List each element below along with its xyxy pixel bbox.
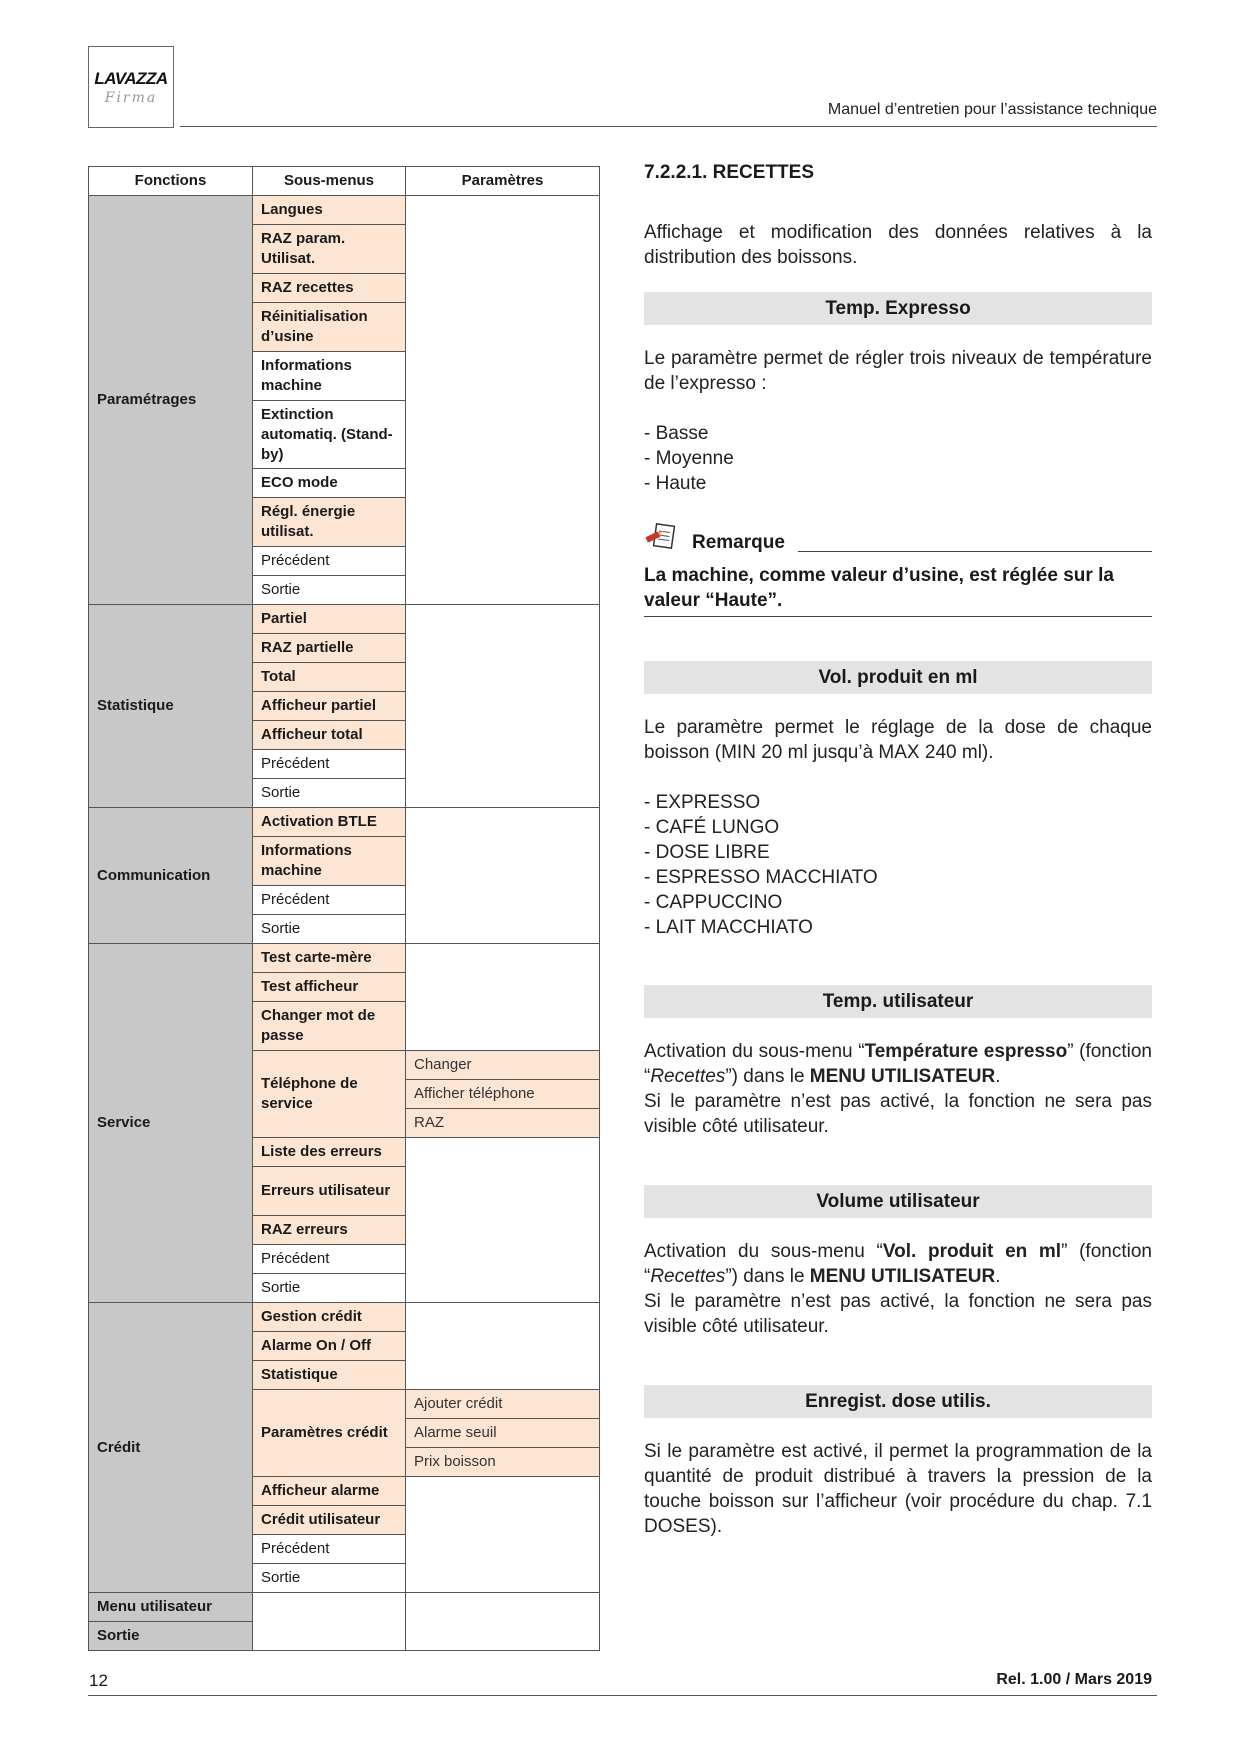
menu-structure-table (88, 166, 600, 1651)
submenu-cell: Afficheur partiel (253, 692, 406, 721)
submenu-cell: Sortie (253, 1274, 406, 1303)
param-bar-vol-produit: Vol. produit en ml (644, 661, 1152, 694)
submenu-cell: Sortie (253, 779, 406, 808)
submenu-cell: Gestion crédit (253, 1303, 406, 1332)
header-sous-menus: Sous-menus (253, 167, 406, 196)
submenu-cell: Extinction automatiq. (Stand-by) (253, 401, 406, 469)
submenu-cell-empty (253, 1593, 406, 1651)
release-info: Rel. 1.00 / Mars 2019 (996, 1671, 1152, 1688)
list-item: - LAIT MACCHIATO (644, 917, 813, 938)
submenu-cell: Sortie (253, 915, 406, 944)
parameter-cell-empty (406, 944, 600, 1051)
submenu-cell: Langues (253, 196, 406, 225)
list-item: - Basse (644, 423, 709, 444)
submenu-cell: Partiel (253, 605, 406, 634)
list-item: - DOSE LIBRE (644, 842, 770, 863)
parameter-cell-empty (406, 1593, 600, 1651)
table-body (89, 196, 600, 1651)
remark-text: La machine, comme valeur d’usine, est réglée sur la valeur “Haute”. (644, 565, 1114, 611)
list-item: - CAPPUCCINO (644, 892, 783, 913)
list-item: - CAFÉ LUNGO (644, 817, 780, 838)
beverage-list (644, 790, 1152, 940)
submenu-cell: Précédent (253, 1535, 406, 1564)
remark-divider (798, 551, 1152, 552)
parameter-cell-empty (406, 808, 600, 944)
submenu-cell: Sortie (253, 1564, 406, 1593)
logo-wordmark: LAVAZZA (94, 69, 168, 88)
submenu-cell: ECO mode (253, 469, 406, 498)
parameter-cell-empty (406, 1138, 600, 1303)
vol-produit-text: Le paramètre permet le réglage de la dose de chaque boisson (MIN 20 ml jusqu’à MAX 240 ml). (644, 717, 1152, 763)
remark-bottom-rule (644, 616, 1152, 617)
submenu-cell: Précédent (253, 1245, 406, 1274)
table-header-row (89, 167, 600, 196)
submenu-cell: Changer mot de passe (253, 1002, 406, 1051)
header-parametres: Paramètres (406, 167, 600, 196)
header-divider (180, 126, 1157, 127)
remark-title: Remarque (692, 532, 785, 553)
function-cell: Statistique (89, 605, 253, 808)
enregist-block (644, 1439, 1152, 1539)
temp-expresso-text: Le paramètre permet de régler trois niveaux de température de l’expresso : (644, 348, 1152, 394)
parameter-cell: Changer (406, 1051, 600, 1080)
submenu-cell: RAZ recettes (253, 274, 406, 303)
submenu-cell: Liste des erreurs (253, 1138, 406, 1167)
submenu-cell: Test carte-mère (253, 944, 406, 973)
footer-divider (88, 1695, 1157, 1696)
function-cell: Crédit (89, 1303, 253, 1593)
temp-utilisateur-note: Si le paramètre n’est pas activé, la fonction ne sera pas visible côté utilisateur. (644, 1091, 1152, 1137)
submenu-cell: RAZ erreurs (253, 1216, 406, 1245)
submenu-cell: Précédent (253, 750, 406, 779)
enregist-text: Si le paramètre est activé, il permet la programmation de la quantité de produit distribué à travers la pression de la touche boisson sur l’afficheur (voir procédure du chap. 7.1 DOSES). (644, 1441, 1152, 1537)
function-cell: Communication (89, 808, 253, 944)
submenu-cell: RAZ param. Utilisat. (253, 225, 406, 274)
table-row (89, 944, 600, 973)
parameter-cell: Ajouter crédit (406, 1390, 600, 1419)
parameter-cell-empty (406, 605, 600, 808)
table-row (89, 1593, 600, 1622)
temp-levels-list (644, 421, 1152, 496)
submenu-cell: RAZ partielle (253, 634, 406, 663)
submenu-cell: Activation BTLE (253, 808, 406, 837)
section-title: 7.2.2.1. RECETTES (644, 162, 815, 183)
submenu-cell: Précédent (253, 886, 406, 915)
document-title: Manuel d’entretien pour l’assistance technique (827, 101, 1157, 118)
table-row (89, 1303, 600, 1332)
function-cell: Paramétrages (89, 196, 253, 605)
temp-expresso-block (644, 346, 1152, 496)
submenu-cell: Afficheur alarme (253, 1477, 406, 1506)
parameter-cell: RAZ (406, 1109, 600, 1138)
submenu-cell: Statistique (253, 1361, 406, 1390)
vol-produit-block (644, 715, 1152, 940)
table-row (89, 605, 600, 634)
parameter-cell: Afficher téléphone (406, 1080, 600, 1109)
submenu-cell: Erreurs utilisateur (253, 1167, 406, 1216)
note-icon (645, 522, 679, 552)
intro-block (644, 220, 1152, 270)
list-item: - ESPRESSO MACCHIATO (644, 867, 878, 888)
intro-text: Affichage et modification des données relatives à la distribution des boissons. (644, 222, 1152, 268)
list-item: - EXPRESSO (644, 792, 761, 813)
submenu-cell: Afficheur total (253, 721, 406, 750)
param-bar-enregist-dose: Enregist. dose utilis. (644, 1385, 1152, 1418)
temp-utilisateur-text: Activation du sous-menu “Température espresso” (fonction “Recettes”) dans le MENU UTILISATEUR. (644, 1041, 1153, 1087)
list-item: - Haute (644, 473, 707, 494)
submenu-cell: Précédent (253, 547, 406, 576)
param-bar-volume-utilisateur: Volume utilisateur (644, 1185, 1152, 1218)
list-item: - Moyenne (644, 448, 734, 469)
function-cell: Sortie (89, 1622, 253, 1651)
function-cell: Menu utilisateur (89, 1593, 253, 1622)
submenu-cell: Test afficheur (253, 973, 406, 1002)
brand-logo (88, 46, 174, 128)
table-row (89, 196, 600, 225)
submenu-cell: Régl. énergie utilisat. (253, 498, 406, 547)
submenu-cell: Total (253, 663, 406, 692)
volume-utilisateur-block (644, 1239, 1152, 1339)
parameter-cell: Alarme seuil (406, 1419, 600, 1448)
volume-utilisateur-text: Activation du sous-menu “Vol. produit en ml” (fonction “Recettes”) dans le MENU UTILISATEUR. (644, 1241, 1152, 1287)
page-number: 12 (89, 1671, 108, 1690)
param-bar-temp-expresso: Temp. Expresso (644, 292, 1152, 325)
parameter-cell-empty (406, 1477, 600, 1593)
submenu-cell: Alarme On / Off (253, 1332, 406, 1361)
parameter-cell-empty (406, 196, 600, 605)
parameter-cell-empty (406, 1303, 600, 1390)
param-bar-temp-utilisateur: Temp. utilisateur (644, 985, 1152, 1018)
submenu-cell: Réinitialisation d’usine (253, 303, 406, 352)
submenu-cell: Sortie (253, 576, 406, 605)
volume-utilisateur-note: Si le paramètre n’est pas activé, la fonction ne sera pas visible côté utilisateur. (644, 1291, 1152, 1337)
submenu-cell: Informations machine (253, 352, 406, 401)
submenu-cell: Crédit utilisateur (253, 1506, 406, 1535)
function-cell: Service (89, 944, 253, 1303)
submenu-cell: Paramètres crédit (253, 1390, 406, 1477)
table-row (89, 808, 600, 837)
temp-utilisateur-block (644, 1039, 1152, 1139)
logo-subtitle: Firma (104, 90, 158, 106)
parameter-cell: Prix boisson (406, 1448, 600, 1477)
submenu-cell: Informations machine (253, 837, 406, 886)
header-fonctions: Fonctions (89, 167, 253, 196)
submenu-cell: Téléphone de service (253, 1051, 406, 1138)
